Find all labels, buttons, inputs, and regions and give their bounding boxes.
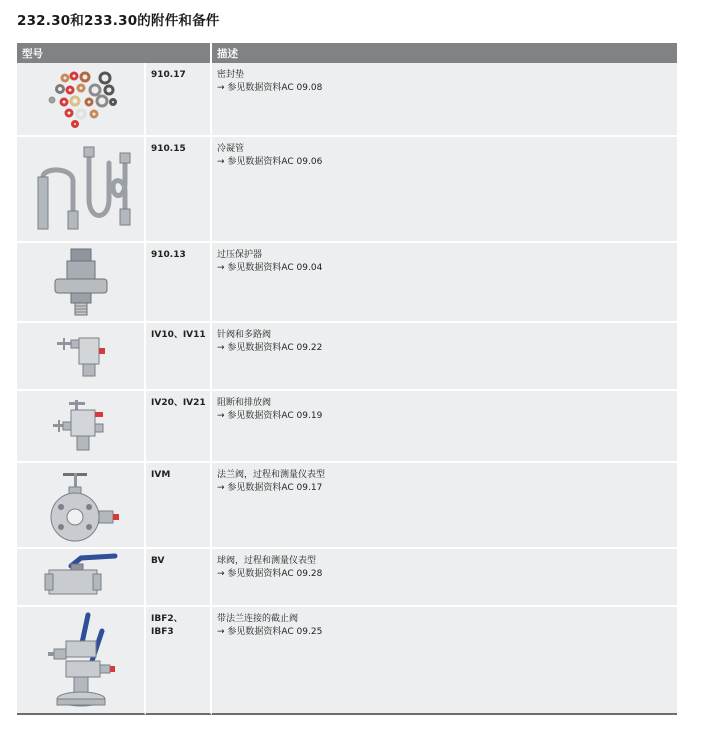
flange-valve-icon — [39, 467, 123, 543]
description-text: 法兰阀，过程和测量仪表型 — [217, 470, 326, 480]
product-image-cell — [17, 137, 146, 243]
product-image-cell — [17, 463, 146, 549]
ball-valve-icon — [41, 552, 121, 602]
table-header-row — [17, 43, 677, 63]
description-text: 冷凝管 — [217, 144, 245, 154]
table-row — [17, 63, 677, 137]
description-text: 针阀和多路阀 — [217, 330, 272, 340]
description-cell — [212, 323, 677, 391]
needle-valve-icon — [53, 330, 109, 382]
product-image-cell — [17, 549, 146, 607]
table-row — [17, 391, 677, 463]
gaskets-icon — [45, 68, 117, 130]
model-number: BV — [146, 549, 212, 607]
description-text: 带法兰连接的截止阀 — [217, 614, 299, 624]
block-bleed-valve-icon — [49, 398, 113, 454]
overpressure-protector-icon — [51, 245, 111, 319]
table-row — [17, 243, 677, 323]
model-number: 910.13 — [146, 243, 212, 323]
product-image-cell — [17, 607, 146, 715]
model-number: IBF2、 IBF3 — [146, 607, 212, 715]
datasheet-reference: → 参见数据资料AC 09.22 — [217, 343, 323, 353]
model-number: 910.15 — [146, 137, 212, 243]
product-image-cell — [17, 391, 146, 463]
model-number: IV10、IV11 — [146, 323, 212, 391]
description-text: 球阀，过程和测量仪表型 — [217, 556, 317, 566]
description-text: 阻断和排放阀 — [217, 398, 272, 408]
description-text: 密封垫 — [217, 70, 245, 80]
datasheet-reference: → 参见数据资料AC 09.04 — [217, 263, 323, 273]
description-cell — [212, 63, 677, 137]
page-title: 232.30和233.30的附件和备件 — [17, 13, 220, 29]
table-row — [17, 137, 677, 243]
datasheet-reference: → 参见数据资料AC 09.17 — [217, 483, 323, 493]
datasheet-reference: → 参见数据资料AC 09.08 — [217, 83, 323, 93]
model-number: IVM — [146, 463, 212, 549]
product-image-cell — [17, 63, 146, 137]
datasheet-reference: → 参见数据资料AC 09.28 — [217, 569, 323, 579]
description-cell — [212, 391, 677, 463]
accessories-table — [17, 43, 677, 715]
table-row — [17, 549, 677, 607]
model-number: IV20、IV21 — [146, 391, 212, 463]
datasheet-reference: → 参见数据资料AC 09.19 — [217, 411, 323, 421]
description-cell — [212, 463, 677, 549]
product-image-cell — [17, 243, 146, 323]
datasheet-reference: → 参见数据资料AC 09.25 — [217, 627, 323, 637]
table-row — [17, 323, 677, 391]
description-text: 过压保护器 — [217, 250, 263, 260]
product-image-cell — [17, 323, 146, 391]
description-cell — [212, 607, 677, 715]
datasheet-reference: → 参见数据资料AC 09.06 — [217, 157, 323, 167]
siphon-tubes-icon — [31, 141, 131, 237]
description-cell — [212, 137, 677, 243]
table-row — [17, 463, 677, 549]
flanged-shutoff-valve-icon — [44, 609, 118, 711]
header-model: 型号 — [17, 43, 212, 63]
model-number: 910.17 — [146, 63, 212, 137]
description-cell — [212, 243, 677, 323]
description-cell — [212, 549, 677, 607]
header-description: 描述 — [212, 43, 677, 63]
table-row — [17, 607, 677, 715]
